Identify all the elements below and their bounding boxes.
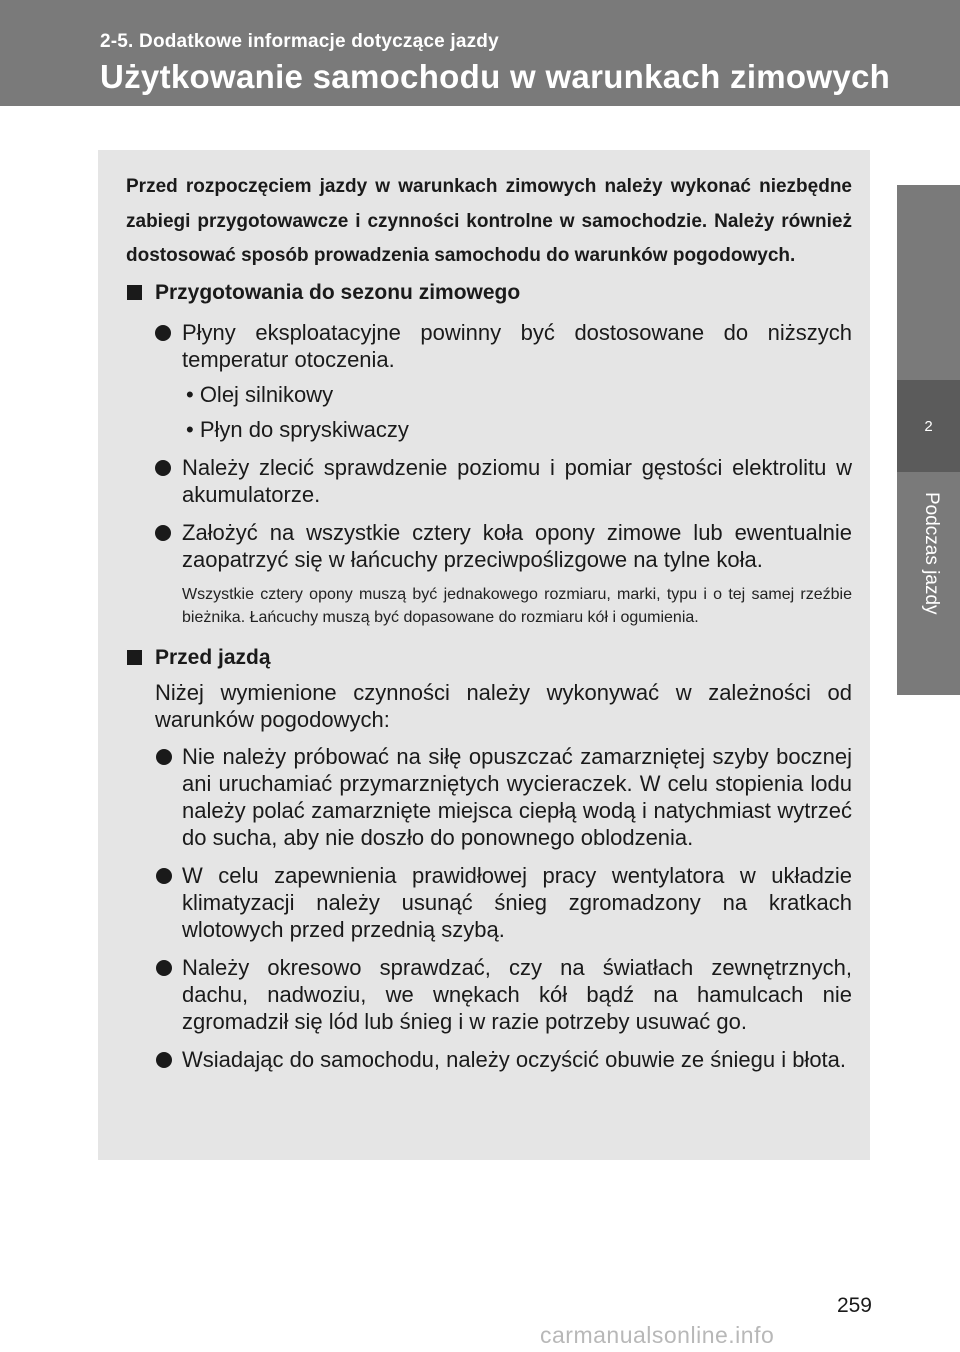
list-item: [126, 954, 852, 1035]
bullet-dot-icon: [155, 525, 171, 541]
section-heading-text: Przygotowania do sezonu zimowego: [155, 280, 521, 304]
section-heading-text: Przed jazdą: [155, 645, 271, 669]
list-item: [126, 862, 852, 943]
watermark: carmanualsonline.info: [540, 1322, 775, 1348]
page-title: Użytkowanie samochodu w warunkach zimowych: [100, 58, 891, 95]
list-item-text: Należy zlecić sprawdzenie poziomu i pomiar gęstości elektrolitu w akumulatorze.: [182, 454, 852, 507]
list-item: [126, 1046, 852, 1073]
list-item: [126, 743, 852, 851]
section-label: 2-5. Dodatkowe informacje dotyczące jazdy: [100, 31, 499, 52]
list-item-text: Nie należy próbować na siłę opuszczać zamarzniętej szyby bocznej ani uruchamiać przymarzniętych wycieraczek. W celu stopienia lodu należy polać zamarznięte miejsca ciepłą wodą i natychmiast wytrzeć do sucha, aby nie doszło do ponownego oblodzenia.: [182, 743, 852, 850]
sub-list-item: • Olej silnikowy: [186, 381, 334, 407]
section-heading-winter-prep: [126, 276, 852, 310]
list-item: [126, 319, 852, 373]
tire-note: Wszystkie cztery opony muszą być jednakowego rozmiaru, marki, typu i o tej samej rzeźbie bieżnika. Łańcuchy muszą być dopasowane do rozmiaru kół i ogumienia.: [182, 585, 852, 626]
intro-paragraph: Przed rozpoczęciem jazdy w warunkach zimowych należy wykonać niezbędne zabiegi przygotowawcze i czynności kontrolne w samochodzie. Należy również dostosować sposób prowadzenia samochodu do warunków pogodowych.: [126, 176, 852, 266]
content-body: [126, 170, 852, 1073]
bullet-dot-icon: [155, 460, 171, 476]
list-item: [126, 519, 852, 573]
page-header: [0, 0, 960, 106]
bullet-dot-icon: [155, 325, 171, 341]
list-item-text: Wsiadając do samochodu, należy oczyścić obuwie ze śniegu i błota.: [182, 1046, 847, 1072]
chapter-label: Podczas jazdy: [921, 492, 942, 615]
chapter-number: 2: [897, 380, 960, 472]
bullet-dot-icon: [156, 749, 172, 765]
sub-list-item: • Płyn do spryskiwaczy: [186, 416, 409, 442]
list-item-text: Płyny eksploatacyjne powinny być dostosowane do niższych temperatur otoczenia.: [182, 319, 852, 372]
list-item-text: W celu zapewnienia prawidłowej pracy wentylatora w układzie klimatyzacji należy usunąć śnieg zgromadzony na kratkach wlotowych przed przednią szybą.: [182, 862, 852, 942]
list-item-text: Należy okresowo sprawdzać, czy na światłach zewnętrznych, dachu, nadwoziu, we wnękach kół bądź na hamulcach nie zgromadził się lód lub śnieg i w razie potrzeby usuwać go.: [182, 954, 852, 1034]
list-item-text: Założyć na wszystkie cztery koła opony zimowe lub ewentualnie zaopatrzyć się w łańcuchy przeciwpoślizgowe na tylne koła.: [182, 519, 852, 572]
bullet-dot-icon: [156, 868, 172, 884]
section-intro: Niżej wymienione czynności należy wykonywać w zależności od warunków pogodowych:: [155, 679, 852, 732]
bullet-dot-icon: [156, 1052, 172, 1068]
square-bullet-icon: [127, 650, 142, 665]
square-bullet-icon: [127, 285, 142, 300]
bullet-dot-icon: [156, 960, 172, 976]
section-heading-before-driving: [126, 641, 852, 675]
page-number: 259: [836, 1294, 872, 1317]
list-item: [126, 454, 852, 508]
